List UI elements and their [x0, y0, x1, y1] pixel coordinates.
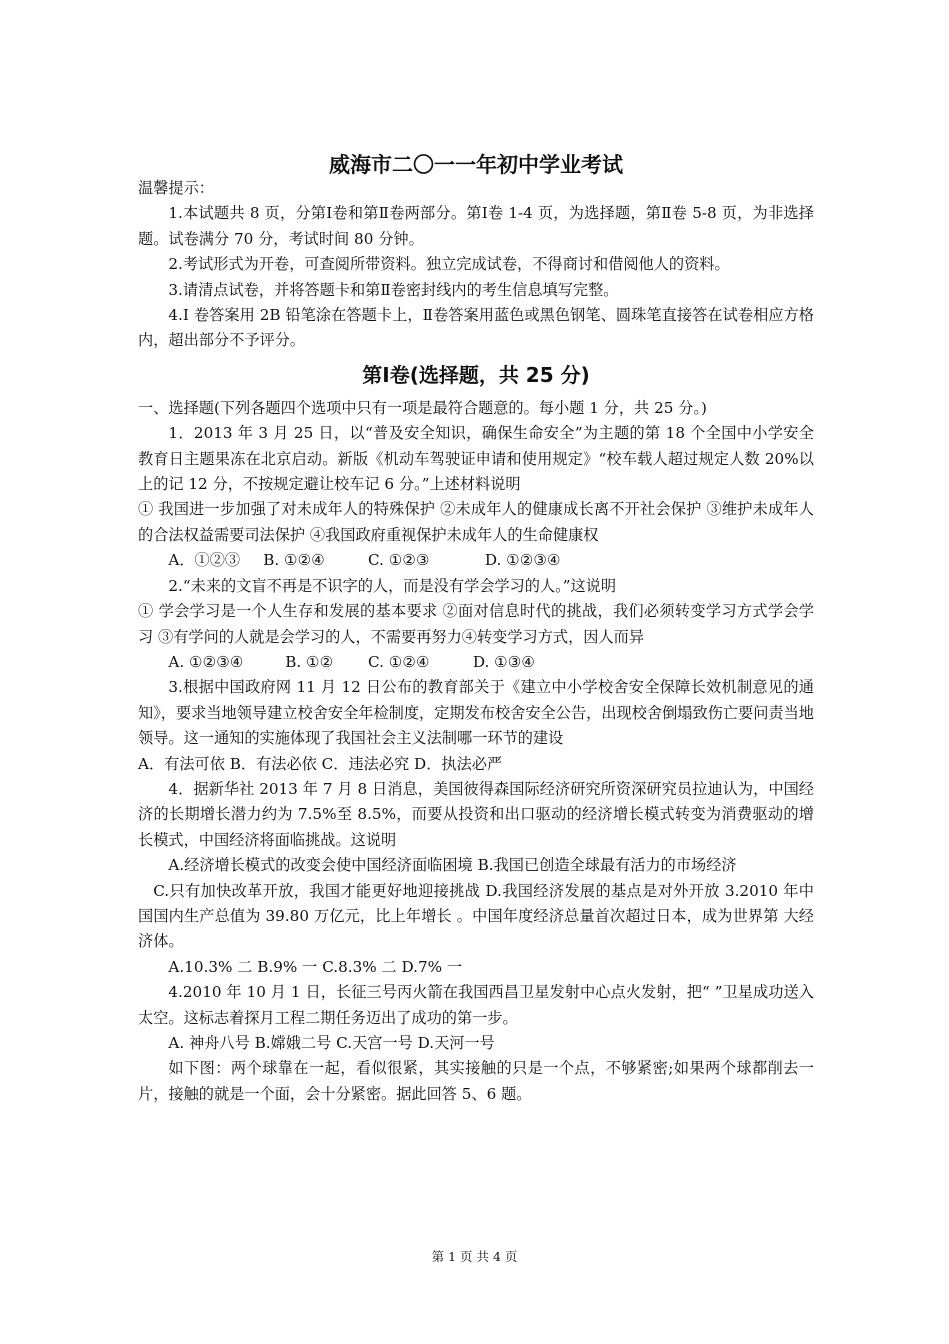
question-gdp-options: A.10.3% 二 B.9% 一 C.8.3% 二 D.7% 一 — [168, 957, 463, 976]
question-2-statements: ① 学会学习是一个人生存和发展的基本要求 ②面对信息时代的挑战，我们必须转变学习方式学会学习 ③有学问的人就是会学习的人，不需要再努力④转变学习方式，因人而异 — [138, 602, 814, 646]
q2-option-d: D. ①③④ — [472, 652, 536, 671]
question-3-stem: 3.根据中国政府网 11 月 12 日公布的教育部关于《建立中小学校舍安全保障长效机制意见的通知》，要求当地领导建立校舍安全年检制度，定期发布校舍安全公告，出现校舍倒塌致伤亡要问责当地领导。这一通知的实施体现了我国社会主义法制哪一环节的建设 — [138, 678, 814, 748]
question-1-stem: 1．2013 年 3 月 25 日，以“普及安全知识，确保生命安全”为主题的第 18 个全国中小学安全教育日主题果冻在北京启动。新版《机动车驾驶证申请和使用规定》“校车载人超过规定人数 20%以上的记 12 分，不按规定避让校车记 6 分。”上述材料说明 — [138, 424, 814, 494]
question-2-options — [138, 650, 814, 675]
q1-option-d: D. ①②③④ — [484, 551, 561, 570]
question-4-option-ab: A.经济增长模式的改变会使中国经济面临困境 B.我国已创造全球最有活力的市场经济 — [168, 856, 737, 875]
q1-option-c: C. ①②③ — [368, 551, 430, 570]
q2-option-b: B. ①② — [285, 652, 334, 671]
question-2-stem: 2.“未来的文盲不再是不识字的人，而是没有学会学习的人。”这说明 — [168, 576, 617, 595]
q1-option-a: A．①②③ — [168, 551, 241, 570]
section-title: 第Ⅰ卷(选择题，共 25 分) — [362, 362, 590, 387]
page-content — [138, 150, 814, 1107]
exam-title: 威海市二〇一一年初中学业考试 — [329, 153, 623, 177]
page-footer: 第 1 页 共 4 页 — [431, 1249, 518, 1264]
tips-label: 温馨提示： — [138, 179, 214, 197]
tip-1: 1.本试题共 8 页，分第Ⅰ卷和第Ⅱ卷两部分。第Ⅰ卷 1-4 页，为选择题，第Ⅱ卷 5-8 页，为非选择题。试卷满分 70 分，考试时间 80 分钟。 — [138, 204, 814, 248]
question-4b-stem: 4.2010 年 10 月 1 日，长征三号丙火箭在我国西昌卫星发射中心点火发射，把“ ”卫星成功送入太空。这标志着探月工程二期任务迈出了成功的第一步。 — [138, 983, 814, 1027]
tip-4: 4.Ⅰ 卷答案用 2B 铅笔涂在答题卡上，Ⅱ卷答案用蓝色或黑色钢笔、圆珠笔直接答在试卷相应方格内，超出部分不予评分。 — [138, 306, 814, 350]
question-1-options — [138, 548, 814, 573]
question-3-options: A．有法可依 B．有法必依 C．违法必究 D．执法必严 — [138, 754, 503, 773]
q2-option-a: A. ①②③④ — [168, 652, 244, 671]
question-4-option-cd: C.只有加快改革开放，我国才能更好地迎接挑战 D.我国经济发展的基点是对外开放 3.2010 年中国国内生产总值为 39.80 万亿元，比上年增长 。中国年度经济总量首次超过日本，成为世界第 大经济体。 — [138, 881, 814, 951]
question-1-statements: ① 我国进一步加强了对未成年人的特殊保护 ②未成年人的健康成长离不开社会保护 ③维护未成年人的合法权益需要司法保护 ④我国政府重视保护未成年人的生命健康权 — [138, 500, 814, 544]
question-4-stem: 4．据新华社 2013 年 7 月 8 日消息，美国彼得森国际经济研究所资深研究员拉迪认为，中国经济的长期增长潜力约为 7.5%至 8.5%，而要从投资和出口驱动的经济增长模式转变为消费驱动的增长模式，中国经济将面临挑战。这说明 — [138, 779, 814, 849]
question-5-6-intro: 如下图：两个球靠在一起，看似很紧，其实接触的只是一个点，不够紧密;如果两个球都削去一片，接触的就是一个面，会十分紧密。据此回答 5、6 题。 — [138, 1059, 814, 1103]
tip-3: 3.请清点试卷，并将答题卡和第Ⅱ卷密封线内的考生信息填写完整。 — [168, 280, 619, 299]
tip-2: 2.考试形式为开卷，可查阅所带资料。独立完成试卷，不得商讨和借阅他人的资料。 — [168, 255, 730, 274]
q2-option-c: C. ①②④ — [368, 652, 430, 671]
question-4b-options: A. 神舟八号 B.嫦娥二号 C.天宫一号 D.天河一号 — [168, 1034, 495, 1052]
q1-option-b: B. ①②④ — [263, 551, 325, 570]
section-instruction: 一、选择题(下列各题四个选项中只有一项是最符合题意的。每小题 1 分，共 25 分。) — [138, 398, 707, 417]
